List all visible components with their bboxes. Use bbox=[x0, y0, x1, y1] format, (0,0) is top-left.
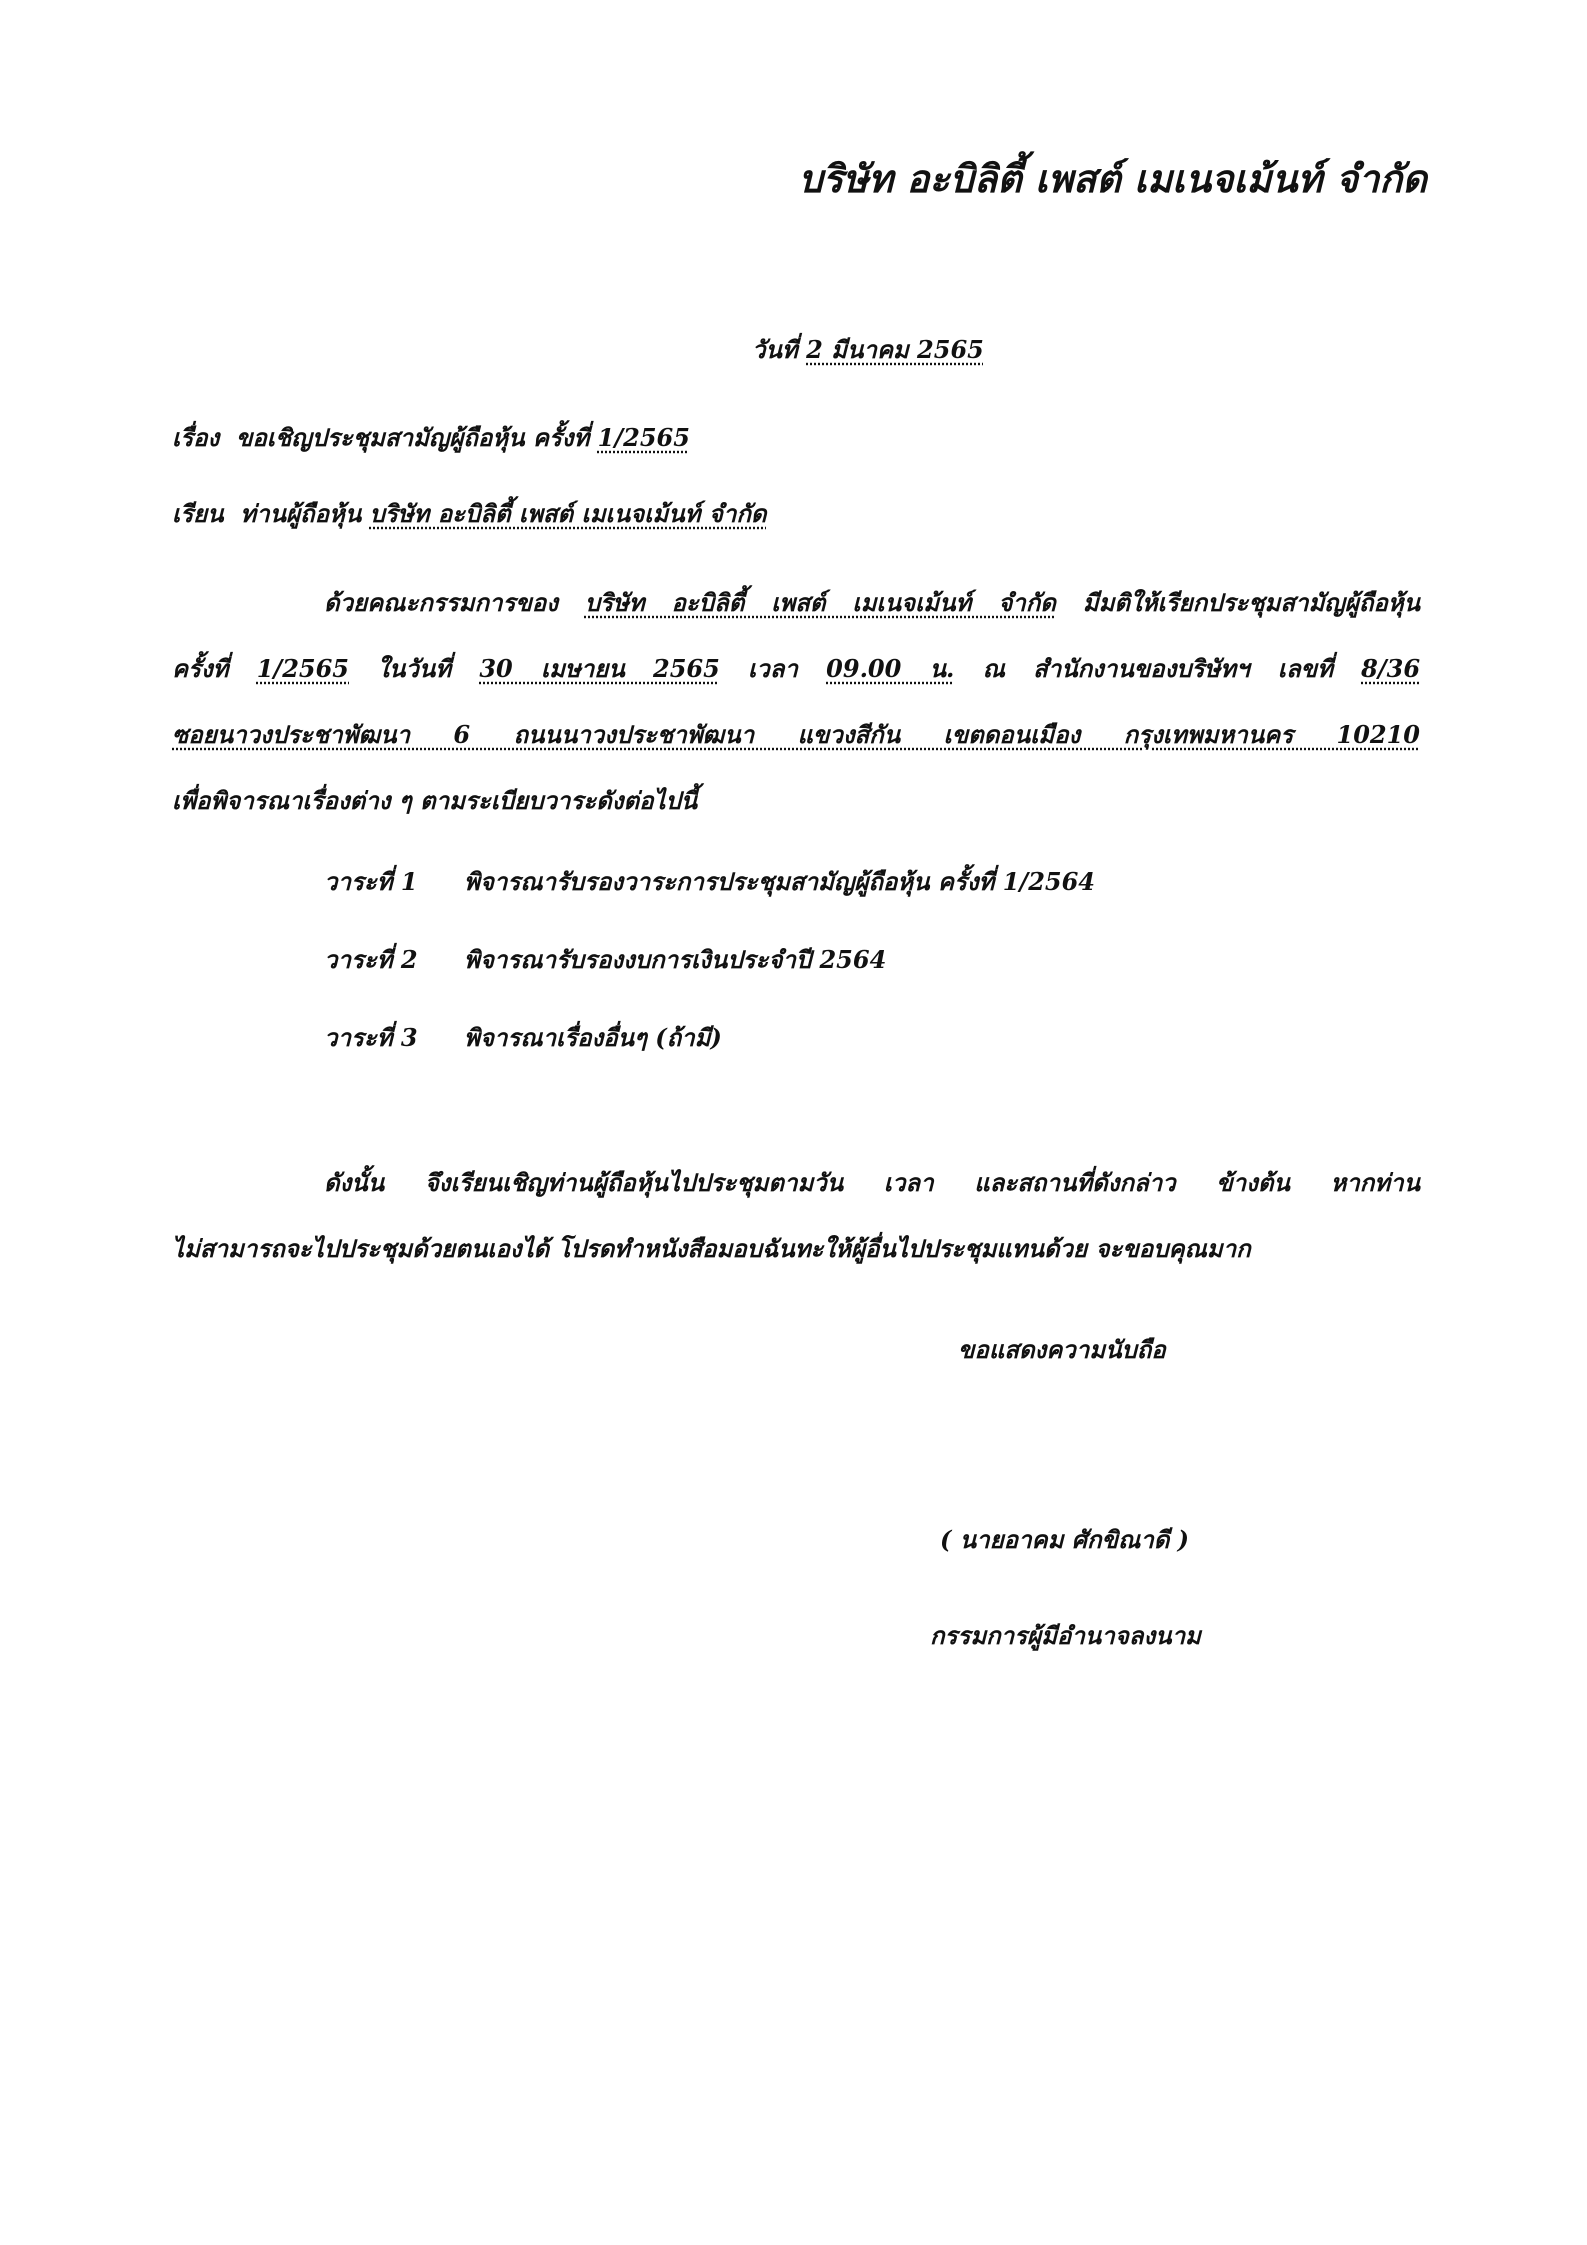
text-segment: ณ สำนักงานของบริษัทฯ เลขที่ bbox=[982, 654, 1333, 683]
meeting-no: 1/2565 bbox=[256, 654, 349, 683]
text-segment: ด้วยคณะกรรมการของ bbox=[324, 588, 558, 617]
address-number: 8/36 bbox=[1361, 654, 1421, 683]
recipient-label: เรียน bbox=[172, 499, 224, 528]
text-segment: ในวันที่ bbox=[377, 654, 452, 683]
subject-text: ขอเชิญประชุมสามัญผู้ถือหุ้น ครั้งที่ bbox=[235, 423, 590, 452]
agenda-text: พิจารณารับรองวาระการประชุมสามัญผู้ถือหุ้น ครั้งที่ 1/2564 bbox=[464, 867, 1095, 896]
meeting-time: 09.00 น. bbox=[826, 654, 955, 683]
date-label: วันที่ bbox=[752, 335, 798, 364]
closing-salutation: ขอแสดงความนับถือ bbox=[958, 1335, 1166, 1364]
paragraph-line-4 bbox=[172, 768, 1420, 834]
subject-meeting-no: 1/2565 bbox=[597, 423, 690, 452]
text-segment: เวลา bbox=[748, 654, 798, 683]
agenda-item bbox=[324, 1018, 722, 1057]
subject-line bbox=[172, 418, 690, 457]
paragraph-line-1 bbox=[172, 570, 1420, 636]
signer-name: ( นายอาคม ศักขิณาดี ) bbox=[940, 1525, 1189, 1554]
document-date bbox=[752, 330, 984, 369]
closing-paragraph bbox=[172, 1150, 1420, 1282]
agenda-item bbox=[324, 862, 1095, 901]
signer-title: กรรมการผู้มีอำนาจลงนาม bbox=[930, 1621, 1201, 1650]
agenda-number: วาระที่ 3 bbox=[324, 1023, 418, 1052]
date-value: 2 มีนาคม 2565 bbox=[806, 335, 984, 364]
agenda-number: วาระที่ 1 bbox=[324, 867, 418, 896]
closing-line-1: ดังนั้น จึงเรียนเชิญท่านผู้ถือหุ้นไปประชุมตามวัน เวลา และสถานที่ดังกล่าว ข้างต้น หากท่าน bbox=[324, 1168, 1420, 1197]
agenda-number: วาระที่ 2 bbox=[324, 945, 418, 974]
agenda-text: พิจารณาเรื่องอื่นๆ (ถ้ามี) bbox=[464, 1023, 722, 1052]
recipient-line bbox=[172, 494, 766, 533]
meeting-address: ซอยนาวงประชาพัฒนา 6 ถนนนาวงประชาพัฒนา แขวงสีกัน เขตดอนเมือง กรุงเทพมหานคร 10210 bbox=[172, 720, 1420, 749]
agenda-text: พิจารณารับรองงบการเงินประจำปี 2564 bbox=[464, 945, 887, 974]
paragraph-line-2 bbox=[172, 636, 1420, 702]
company-name-header: บริษัท อะบิลิตี้ เพสต์ เมเนจเม้นท์ จำกัด bbox=[798, 156, 1427, 201]
invitation-paragraph bbox=[172, 570, 1420, 834]
text-segment: ครั้งที่ bbox=[172, 654, 229, 683]
subject-label: เรื่อง bbox=[172, 423, 220, 452]
meeting-date: 30 เมษายน 2565 bbox=[479, 654, 720, 683]
text-segment: มีมติให้เรียกประชุมสามัญผู้ถือหุ้น bbox=[1082, 588, 1420, 617]
closing-line-2: ไม่สามารถจะไปประชุมด้วยตนเองได้ โปรดทำหนังสือมอบฉันทะให้ผู้อื่นไปประชุมแทนด้วย จะขอบคุณมาก bbox=[172, 1234, 1251, 1263]
recipient-company: บริษัท อะบิลิตี้ เพสต์ เมเนจเม้นท์ จำกัด bbox=[369, 499, 767, 528]
recipient-text: ท่านผู้ถือหุ้น bbox=[240, 499, 362, 528]
text-segment: เพื่อพิจารณาเรื่องต่าง ๆ ตามระเบียบวาระดังต่อไปนี้ bbox=[172, 786, 698, 815]
agenda-item bbox=[324, 940, 886, 979]
paragraph-line-3 bbox=[172, 702, 1420, 768]
company-reference: บริษัท อะบิลิตี้ เพสต์ เมเนจเม้นท์ จำกัด bbox=[584, 588, 1056, 617]
